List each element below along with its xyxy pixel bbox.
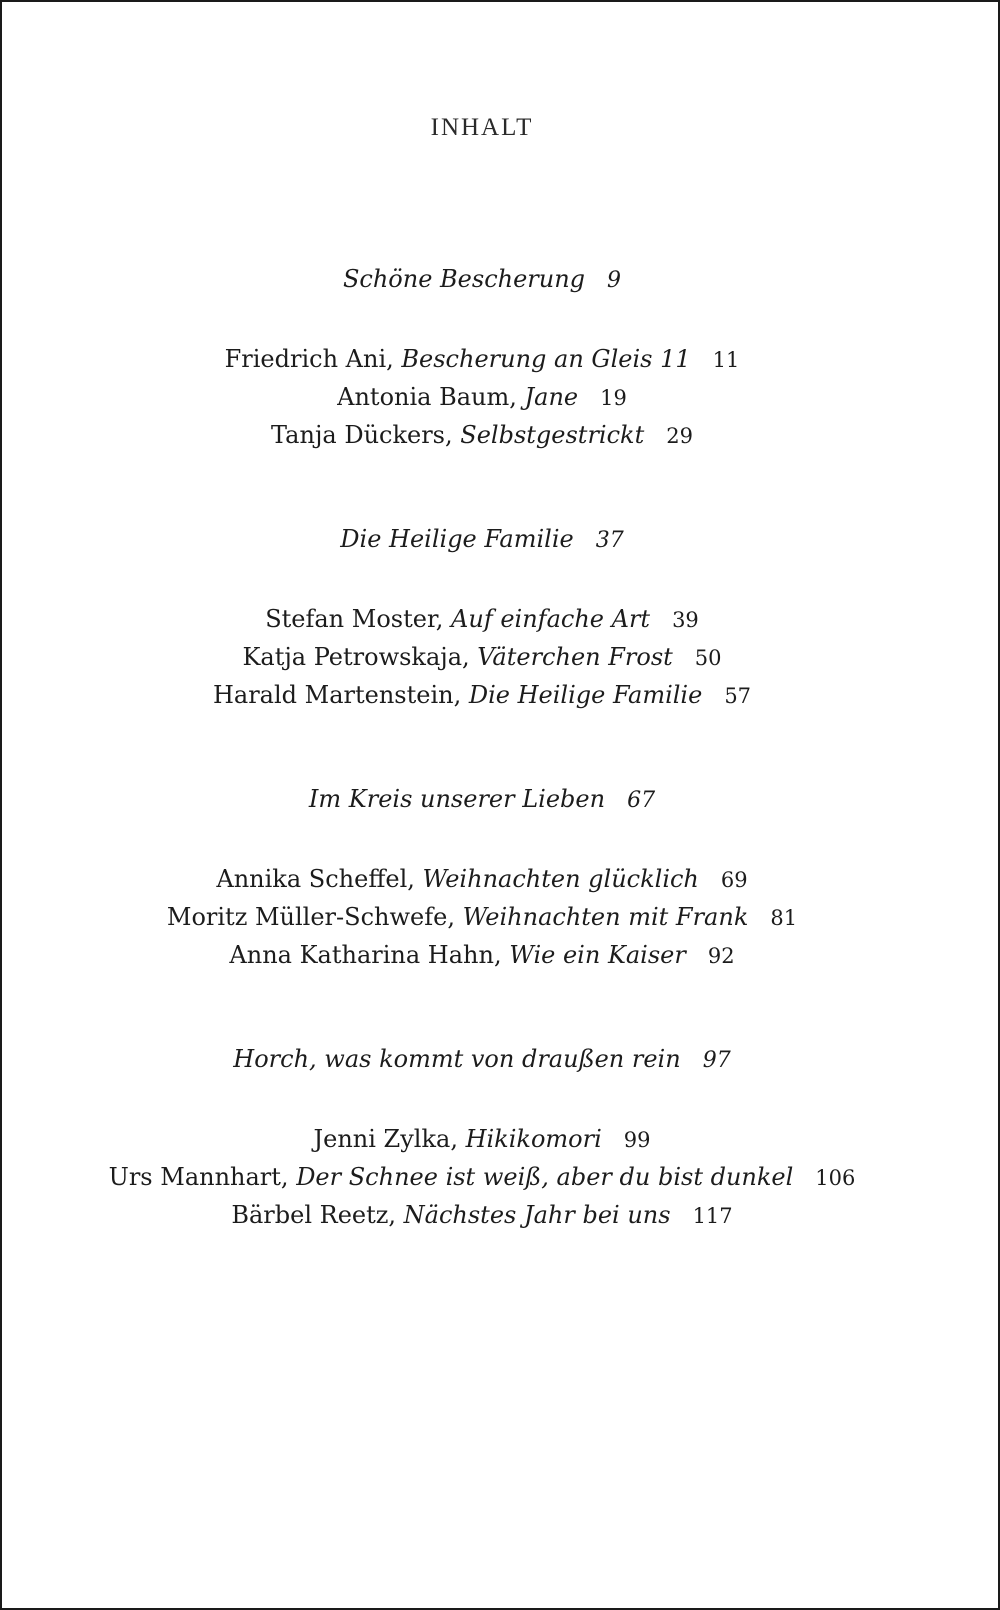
- entry-title: Hikikomori: [465, 1125, 602, 1153]
- toc-entry[interactable]: [2, 416, 962, 454]
- section-page-number: 67: [627, 788, 656, 813]
- toc-entry[interactable]: [2, 638, 962, 676]
- entry-separator: ,: [407, 865, 423, 893]
- toc-entry[interactable]: [2, 1196, 962, 1234]
- entry-page-number: 11: [712, 348, 740, 372]
- toc-section: [2, 784, 962, 974]
- section-heading[interactable]: [2, 1044, 962, 1074]
- entry-separator: ,: [453, 681, 469, 709]
- toc-entry[interactable]: [2, 378, 962, 416]
- toc-entry[interactable]: [2, 340, 962, 378]
- entry-separator: ,: [450, 1125, 466, 1153]
- toc-entry[interactable]: [2, 898, 962, 936]
- section-title: Schöne Bescherung: [342, 265, 586, 293]
- entry-page-number: 99: [623, 1128, 651, 1152]
- entry-title: Bescherung an Gleis 11: [401, 345, 691, 373]
- entry-separator: ,: [509, 383, 525, 411]
- entry-title: Der Schnee ist weiß, aber du bist dunkel: [296, 1163, 794, 1191]
- toc-entry[interactable]: [2, 860, 962, 898]
- entry-page-number: 117: [692, 1204, 733, 1228]
- entry-separator: ,: [280, 1163, 297, 1191]
- entry-separator: ,: [493, 941, 510, 969]
- section-page-number: 97: [702, 1048, 731, 1073]
- toc-section: [2, 524, 962, 714]
- section-heading[interactable]: [2, 524, 962, 554]
- entry-author: Moritz Müller-Schwefe: [166, 903, 448, 931]
- entry-page-number: 19: [600, 386, 627, 410]
- entry-separator: ,: [445, 421, 461, 449]
- entry-author: Bärbel Reetz: [231, 1201, 389, 1229]
- entry-separator: ,: [388, 1201, 404, 1229]
- entry-separator: ,: [447, 903, 463, 931]
- entry-title: Weihnachten glücklich: [422, 865, 699, 893]
- entry-title: Wie ein Kaiser: [509, 941, 686, 969]
- entry-page-number: 39: [672, 608, 699, 632]
- entry-author: Urs Mannhart: [108, 1163, 281, 1191]
- toc-entry[interactable]: [2, 936, 962, 974]
- entry-author: Friedrich Ani: [224, 345, 387, 373]
- table-of-contents: [2, 264, 962, 1304]
- entry-title: Selbstgestrickt: [460, 421, 645, 449]
- section-title: Horch, was kommt von draußen rein: [233, 1045, 681, 1073]
- entry-author: Jenni Zylka: [313, 1125, 451, 1153]
- section-page-number: 37: [595, 528, 624, 553]
- entry-title: Auf einfache Art: [451, 605, 651, 633]
- entry-author: Annika Scheffel: [216, 865, 408, 893]
- entry-page-number: 92: [707, 944, 735, 968]
- section-title: Im Kreis unserer Lieben: [308, 785, 606, 813]
- entry-title: Die Heilige Familie: [468, 681, 703, 709]
- entry-page-number: 106: [815, 1166, 856, 1190]
- entry-author: Tanja Dückers: [271, 421, 445, 449]
- section-title: Die Heilige Familie: [340, 525, 574, 553]
- toc-entry[interactable]: [2, 600, 962, 638]
- entry-author: Katja Petrowskaja: [242, 643, 463, 671]
- entry-page-number: 81: [770, 906, 798, 930]
- page-title: INHALT: [430, 114, 534, 141]
- section-heading[interactable]: [2, 784, 962, 814]
- entry-page-number: 50: [694, 646, 722, 670]
- entry-author: Antonia Baum: [337, 383, 510, 411]
- toc-section: [2, 264, 962, 454]
- entry-title: Weihnachten mit Frank: [462, 903, 749, 931]
- section-heading[interactable]: [2, 264, 962, 294]
- entry-title: Väterchen Frost: [477, 643, 673, 671]
- entry-page-number: 57: [724, 684, 752, 708]
- entry-separator: ,: [462, 643, 478, 671]
- toc-section: [2, 1044, 962, 1234]
- entry-separator: ,: [386, 345, 402, 373]
- entry-page-number: 29: [666, 424, 693, 448]
- toc-entry[interactable]: [2, 1158, 962, 1196]
- entry-author: Anna Katharina Hahn: [229, 941, 494, 969]
- entry-title: Nächstes Jahr bei uns: [403, 1201, 671, 1229]
- toc-entry[interactable]: [2, 1120, 962, 1158]
- entry-author: Harald Martenstein: [212, 681, 454, 709]
- entry-separator: ,: [435, 605, 452, 633]
- section-page-number: 9: [607, 268, 622, 293]
- toc-entry[interactable]: [2, 676, 962, 714]
- entry-page-number: 69: [720, 868, 748, 892]
- entry-author: Stefan Moster: [265, 605, 436, 633]
- entry-title: Jane: [524, 383, 579, 411]
